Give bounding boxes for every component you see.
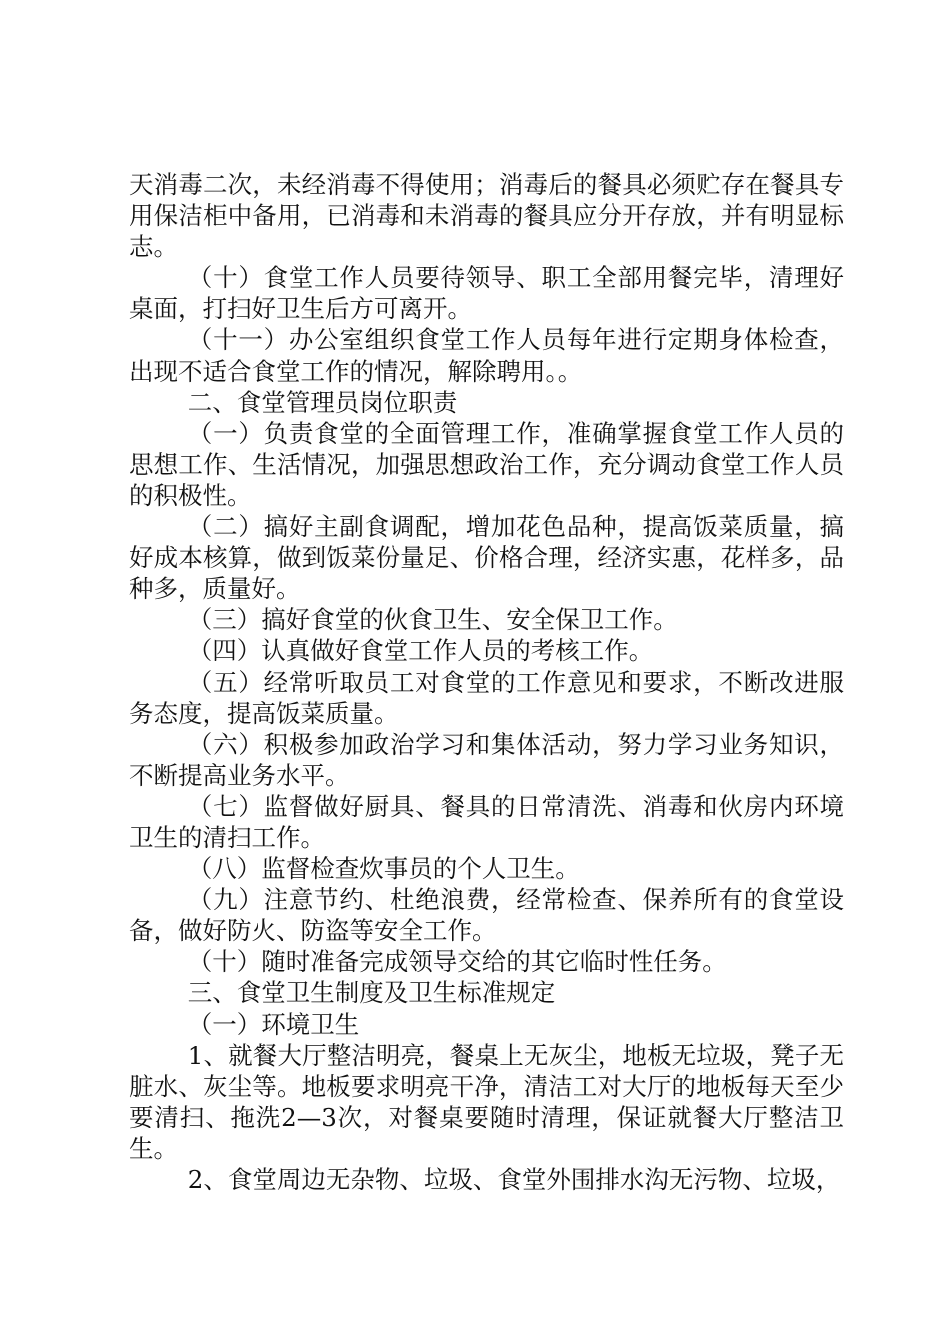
duty-item-2: （二）搞好主副食调配，增加花色品种，提高饭菜质量，搞好成本核算，做到饭菜份量足、价格合理，经济实惠，花样多，品种多，质量好。 (129, 512, 844, 604)
duty-item-9: （九）注意节约、杜绝浪费，经常检查、保养所有的食堂设备，做好防火、防盗等安全工作。 (129, 885, 844, 946)
paragraph-item-10-cleanup: （十）食堂工作人员要待领导、职工全部用餐完毕，清理好桌面，打扫好卫生后方可离开。 (129, 263, 844, 324)
duty-item-1: （一）负责食堂的全面管理工作，准确掌握食堂工作人员的思想工作、生活情况，加强思想政治工作，充分调动食堂工作人员的积极性。 (129, 418, 844, 510)
section-heading-3: 三、食堂卫生制度及卫生标准规定 (187, 978, 556, 1008)
duty-item-10: （十）随时准备完成领导交给的其它临时性任务。 (187, 947, 727, 977)
duty-item-5: （五）经常听取员工对食堂的工作意见和要求，不断改进服务态度，提高饭菜质量。 (129, 667, 844, 728)
paragraph-continuation: 天消毒二次，未经消毒不得使用；消毒后的餐具必须贮存在餐具专用保洁柜中备用，已消毒和未消毒的餐具应分开存放，并有明显标志。 (129, 170, 844, 262)
rule-item-1: 1、就餐大厅整洁明亮，餐桌上无灰尘，地板无垃圾，凳子无脏水、灰尘等。地板要求明亮干净，清洁工对大厅的地板每天至少要清扫、拖洗2—3次，对餐桌要随时清理，保证就餐大厅整洁卫生。 (129, 1040, 844, 1163)
duty-item-8: （八）监督检查炊事员的个人卫生。 (187, 854, 580, 884)
duty-item-3: （三）搞好食堂的伙食卫生、安全保卫工作。 (187, 605, 678, 635)
section-heading-2: 二、食堂管理员岗位职责 (187, 387, 458, 417)
rule-item-2: 2、食堂周边无杂物、垃圾、食堂外围排水沟无污物、垃圾， (187, 1165, 841, 1194)
duty-item-7: （七）监督做好厨具、餐具的日常清洗、消毒和伙房内环境卫生的清扫工作。 (129, 791, 844, 852)
document-body (129, 169, 844, 1195)
duty-item-6: （六）积极参加政治学习和集体活动，努力学习业务知识，不断提高业务水平。 (129, 729, 844, 790)
paragraph-item-11-health-check: （十一）办公室组织食堂工作人员每年进行定期身体检查，出现不适合食堂工作的情况，解除聘用。。 (129, 325, 844, 386)
subsection-heading-environment: （一）环境卫生 (187, 1009, 360, 1039)
duty-item-4: （四）认真做好食堂工作人员的考核工作。 (187, 636, 654, 666)
